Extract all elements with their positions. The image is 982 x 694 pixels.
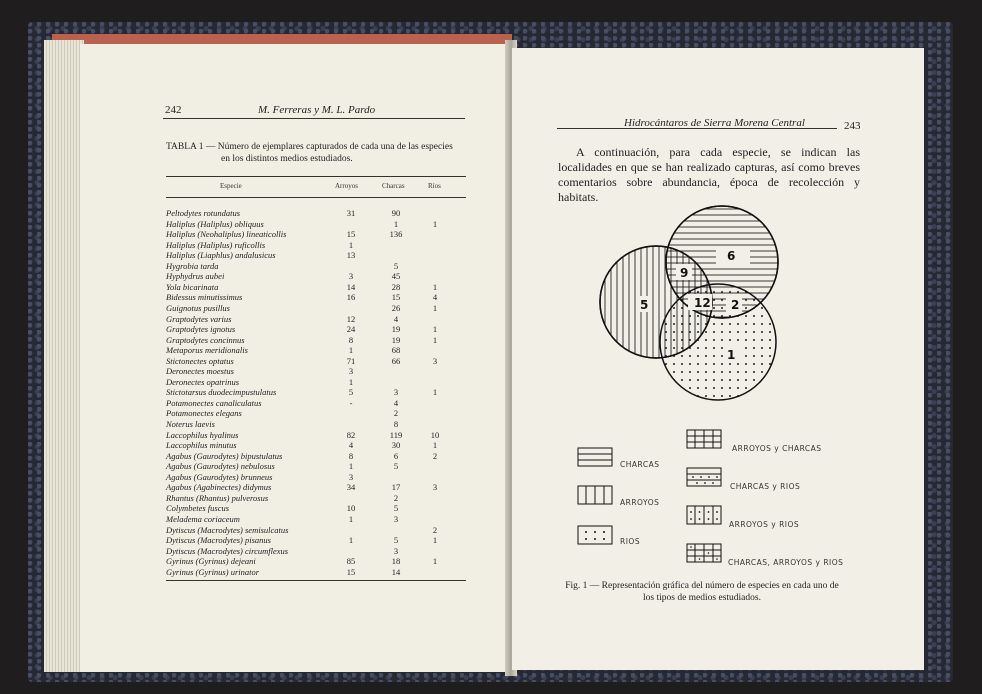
- legend-arroyos-swatch: [578, 486, 612, 504]
- charcas-count: 90: [391, 208, 401, 218]
- arroyos-count: 8: [348, 450, 354, 461]
- arroyos-count: 12: [346, 313, 356, 324]
- charcas-count: 19: [391, 334, 401, 345]
- charcas-count: 68: [391, 345, 401, 356]
- legend-all-swatch: [687, 544, 721, 562]
- species-name: Haliplus (Neohaliplus) lineaticollis: [166, 229, 287, 240]
- table-row: [166, 419, 466, 430]
- rios-count: 1: [432, 556, 438, 567]
- arroyos-count: 1: [348, 461, 354, 472]
- table-row: [166, 514, 466, 525]
- charcas-count: 30: [391, 440, 401, 451]
- arroyos-count: 8: [348, 334, 354, 345]
- species-name: Bidessus minutissimus: [166, 292, 243, 303]
- table-row: [166, 240, 466, 251]
- species-name: Graptodytes concinnus: [166, 334, 245, 345]
- rios-count: 1: [432, 535, 438, 546]
- species-name: Gyrinus (Gyrinus) dejeani: [166, 556, 256, 567]
- species-name: Dytiscus (Macrodytes) circumflexus: [166, 545, 289, 556]
- table-row: [166, 430, 466, 441]
- table-caption-line1: TABLA 1 — Número de ejemplares capturados de cada una de las especies: [166, 142, 453, 152]
- rios-count: 1: [432, 218, 438, 229]
- paragraph-text: A continuación, para cada especie, se indican las localidades en que se han realizado capturas, así como breves comentarios sobre abundancia, época de recolección y habitats.: [558, 145, 860, 204]
- species-name: Agabus (Gaurodytes) brunneus: [166, 471, 273, 482]
- species-name: Agabus (Agabinectes) didymus: [166, 482, 272, 493]
- table-row: [166, 219, 466, 230]
- rios-count: 2: [432, 524, 438, 535]
- venn-all-count: 12: [694, 296, 711, 310]
- body-paragraph: [558, 145, 860, 205]
- charcas-count: 5: [393, 461, 399, 472]
- species-name: Laccophilus hyalinus: [166, 429, 239, 440]
- right-page-number: 243: [844, 120, 861, 132]
- header-charcas: Charcas: [382, 182, 405, 190]
- species-name: Guignotus pusillus: [166, 302, 230, 313]
- species-name: Stictotarsus duodecimpustulatus: [166, 387, 277, 398]
- species-name: Dytiscus (Macrodytes) semisulcatus: [166, 524, 289, 535]
- charcas-count: 119: [389, 429, 403, 440]
- legend-arroyos-rios-label: ARROYOS y RIOS: [729, 520, 800, 529]
- rios-count: 3: [432, 355, 438, 366]
- table-row: [166, 282, 466, 293]
- figure-caption-line2: los tipos de medios estudiados.: [643, 593, 761, 603]
- table-row: [166, 314, 466, 325]
- species-name: Haliplus (Haliplus) ruficollis: [166, 239, 266, 250]
- table-row: [166, 356, 466, 367]
- species-name: Haliplus (Haliplus) obliquus: [166, 218, 264, 229]
- arroyos-count: 71: [346, 355, 356, 366]
- charcas-count: 6: [393, 450, 399, 461]
- rios-count: 1: [432, 302, 438, 313]
- species-name: Graptodytes varius: [166, 313, 232, 324]
- venn-rios-count: 1: [727, 348, 736, 362]
- legend-arroyos-label: ARROYOS: [620, 498, 660, 507]
- table-row: [166, 271, 466, 282]
- table-row: [166, 345, 466, 356]
- table-row: [166, 451, 466, 462]
- charcas-count: 5: [393, 260, 399, 271]
- species-name: Stictonectes optatus: [166, 355, 234, 366]
- legend-charcas-label: CHARCAS: [620, 460, 660, 469]
- table-row: [166, 208, 466, 219]
- arroyos-count: 34: [346, 482, 356, 493]
- arroyos-count: 1: [348, 239, 354, 250]
- charcas-count: 2: [393, 492, 399, 503]
- arroyos-count: -: [349, 397, 353, 408]
- table-caption-line2: en los distintos medios estudiados.: [221, 154, 353, 164]
- venn-charcas-count: 6: [727, 249, 736, 263]
- charcas-count: 14: [391, 566, 401, 577]
- table-row: [166, 461, 466, 472]
- left-page-number: 242: [165, 104, 182, 116]
- legend-charcas-rios-label: CHARCAS y RIOS: [730, 482, 801, 491]
- arroyos-count: 31: [346, 208, 356, 218]
- charcas-count: 3: [393, 513, 399, 524]
- charcas-count: 4: [393, 397, 399, 408]
- charcas-count: 5: [393, 535, 399, 546]
- table-row: [166, 493, 466, 504]
- table-row: [166, 482, 466, 493]
- table-row: [166, 567, 466, 578]
- arroyos-count: 15: [346, 229, 356, 240]
- page-stack: [44, 40, 84, 672]
- legend-arroyos-charcas-label: ARROYOS y CHARCAS: [732, 444, 822, 453]
- arroyos-count: 1: [348, 513, 354, 524]
- species-name: Dytiscus (Macrodytes) pisanus: [166, 535, 271, 546]
- header-especie: Especie: [220, 182, 242, 190]
- rios-count: 10: [430, 429, 440, 440]
- species-name: Hyphydrus aubei: [166, 271, 225, 282]
- species-name: Agabus (Gaurodytes) nebulosus: [166, 461, 275, 472]
- legend-swatches-right: [684, 428, 728, 568]
- table-row: [166, 261, 466, 272]
- table-row: [166, 503, 466, 514]
- legend-all-label: CHARCAS, ARROYOS y RIOS: [728, 558, 844, 567]
- table-row: [166, 292, 466, 303]
- arroyos-count: 1: [348, 535, 354, 546]
- arroyos-count: 1: [348, 345, 354, 356]
- arroyos-count: 3: [348, 366, 354, 377]
- table-row: [166, 546, 466, 557]
- species-name: Peltodytes rotundatus: [166, 208, 241, 218]
- legend-arroyos-charcas-swatch: [687, 430, 721, 448]
- charcas-count: 45: [391, 271, 401, 282]
- species-name: Gyrinus (Gyrinus) urinator: [166, 566, 260, 577]
- figure-caption-line1: Fig. 1 — Representación gráfica del número de especies en cada uno de: [565, 581, 839, 591]
- charcas-count: 26: [391, 302, 401, 313]
- arroyos-count: 3: [348, 271, 354, 282]
- table-row: [166, 377, 466, 388]
- charcas-count: 2: [393, 408, 399, 419]
- table-top-rule: [166, 176, 466, 177]
- table-row: [166, 366, 466, 377]
- figure-caption: [552, 580, 852, 604]
- arroyos-count: 10: [346, 503, 356, 514]
- charcas-count: 1: [393, 218, 399, 229]
- table-row: [166, 324, 466, 335]
- table-row: [166, 335, 466, 346]
- species-name: Graptodytes ignotus: [166, 324, 236, 335]
- species-name: Potamonectes elegans: [166, 408, 242, 419]
- rios-count: 1: [432, 387, 438, 398]
- rios-count: 2: [432, 450, 438, 461]
- arroyos-count: 82: [346, 429, 356, 440]
- charcas-count: 18: [391, 556, 401, 567]
- species-name: Metaporus meridionalis: [166, 345, 248, 356]
- arroyos-count: 5: [348, 387, 354, 398]
- legend-rios-label: RIOS: [620, 537, 641, 546]
- charcas-count: 136: [389, 229, 403, 240]
- table-row: [166, 408, 466, 419]
- species-name: Meladema coriaceum: [166, 513, 240, 524]
- table-row: [166, 472, 466, 483]
- right-running-head: Hidrocántaros de Sierra Morena Central: [624, 117, 805, 129]
- table-header-rule: [166, 197, 466, 198]
- species-name: Laccophilus minutus: [166, 440, 237, 451]
- arroyos-count: 4: [348, 440, 354, 451]
- table-caption: [166, 141, 466, 165]
- venn-arroyos-count: 5: [640, 298, 649, 312]
- legend-rios-swatch: [578, 526, 612, 544]
- rios-count: 1: [432, 334, 438, 345]
- species-name: Colymbetes fuscus: [166, 503, 230, 514]
- table-row: [166, 556, 466, 567]
- header-arroyos: Arroyos: [335, 182, 358, 190]
- charcas-count: 3: [393, 545, 399, 556]
- species-name: Potamonectes canaliculatus: [166, 397, 262, 408]
- species-name: Hygrobia tarda: [166, 260, 219, 271]
- table-row: [166, 303, 466, 314]
- venn-charcas-rios-count: 2: [731, 298, 740, 312]
- charcas-count: 19: [391, 324, 401, 335]
- arroyos-count: 85: [346, 556, 356, 567]
- rios-count: 1: [432, 324, 438, 335]
- rios-count: 1: [432, 281, 438, 292]
- charcas-count: 66: [391, 355, 401, 366]
- rios-count: 1: [432, 440, 438, 451]
- table-row: [166, 229, 466, 240]
- arroyos-count: 15: [346, 566, 356, 577]
- species-name: Haliplus (Liaphlus) andalusicus: [166, 250, 276, 261]
- header-rule: [163, 118, 465, 119]
- header-rios: Ríos: [428, 182, 441, 190]
- rios-circle: [660, 284, 776, 400]
- table-row: [166, 525, 466, 536]
- table-bottom-rule: [166, 580, 466, 581]
- page-edge: [52, 34, 512, 44]
- venn-arroyos-charcas-count: 9: [680, 266, 689, 280]
- rios-count: 4: [432, 292, 438, 303]
- left-running-head: M. Ferreras y M. L. Pardo: [258, 104, 376, 116]
- charcas-count: 3: [393, 387, 399, 398]
- table-row: [166, 387, 466, 398]
- species-name: Rhantus (Rhantus) pulverosus: [166, 492, 269, 503]
- venn-diagram: [590, 200, 790, 410]
- table-row: [166, 440, 466, 451]
- charcas-count: 15: [391, 292, 401, 303]
- right-header-rule: [557, 128, 837, 129]
- rios-count: 3: [432, 482, 438, 493]
- species-name: Agabus (Gaurodytes) bipustulatus: [166, 450, 283, 461]
- charcas-count: 28: [391, 281, 401, 292]
- arroyos-count: 3: [348, 471, 354, 482]
- arroyos-count: 24: [346, 324, 356, 335]
- legend-charcas-swatch: [578, 448, 612, 466]
- legend-charcas-rios-swatch: [687, 468, 721, 486]
- table-row: [166, 535, 466, 546]
- arroyos-count: 16: [346, 292, 356, 303]
- table-row: [166, 398, 466, 409]
- charcas-count: 5: [393, 503, 399, 514]
- arroyos-count: 14: [346, 281, 356, 292]
- arroyos-count: 1: [348, 376, 354, 387]
- legend-arroyos-rios-swatch: [687, 506, 721, 524]
- species-name: Noterus laevis: [166, 419, 215, 429]
- species-name: Yola bicarinata: [166, 281, 219, 292]
- charcas-count: 4: [393, 313, 399, 324]
- table-row: [166, 250, 466, 261]
- charcas-count: 8: [393, 419, 399, 429]
- charcas-count: 17: [391, 482, 401, 493]
- species-name: Deronectes opatrinus: [166, 376, 240, 387]
- arroyos-count: 13: [346, 250, 356, 261]
- species-name: Deronectes moestus: [166, 366, 234, 377]
